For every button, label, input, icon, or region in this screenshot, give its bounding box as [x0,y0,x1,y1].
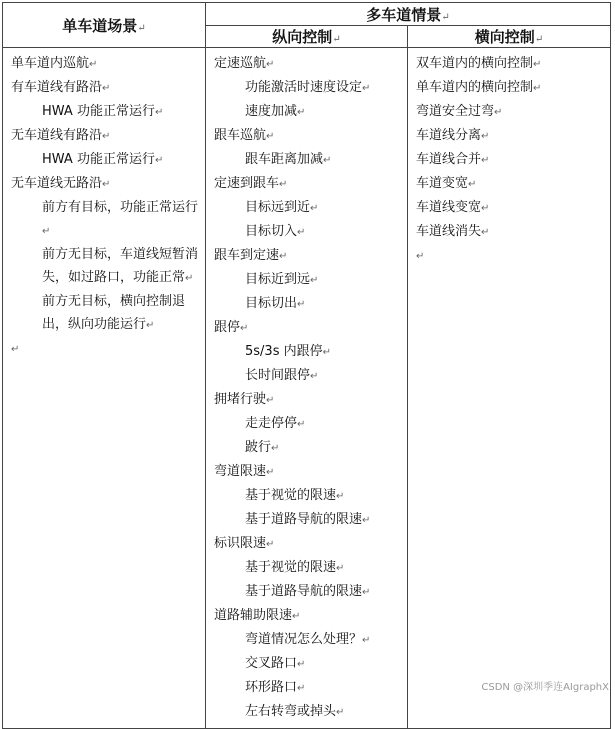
longitudinal-item-text: 拥堵行驶 [214,392,267,407]
longitudinal-item-text: 跟车距离加减 [245,152,324,167]
lateral-item-text: 车道线合并 [416,152,482,167]
single-lane-item [11,243,198,290]
paragraph-mark: ↵ [154,107,164,118]
paragraph-mark: ↵ [292,611,301,622]
header-longitudinal: 纵向控制↵ [206,26,408,48]
lateral-item [416,76,603,100]
lateral-item-text: 车道线消失 [416,224,482,239]
paragraph-mark: ↵ [279,179,288,190]
lateral-cell [408,48,611,729]
longitudinal-item [214,124,400,148]
longitudinal-item [214,244,400,268]
longitudinal-item [214,196,400,220]
header-single-lane-label: 单车道场景 [62,16,138,35]
paragraph-mark: ↵ [310,203,319,214]
longitudinal-item [214,364,400,388]
longitudinal-item [214,220,400,244]
longitudinal-item [214,460,400,484]
single-lane-cell [3,48,206,729]
lateral-item-text: 单车道内的横向控制 [416,80,534,95]
lateral-item [416,220,603,244]
paragraph-mark: ↵ [362,635,371,646]
single-lane-item-text: HWA 功能正常运行 [42,104,155,119]
longitudinal-item-text: 目标近到远 [245,272,311,287]
longitudinal-item [214,652,400,676]
longitudinal-item-text: 基于道路导航的限速 [245,584,363,599]
longitudinal-item-text: 速度加减 [245,104,298,119]
single-lane-item [11,52,198,76]
lateral-item-text: 车道线分离 [416,128,482,143]
longitudinal-item-text: 跟停 [214,320,241,335]
paragraph-mark: ↵ [362,515,371,526]
paragraph-mark: ↵ [42,226,51,237]
single-lane-item-text: HWA 功能正常运行 [42,152,155,167]
longitudinal-item [214,676,400,700]
paragraph-mark: ↵ [266,395,275,406]
paragraph-mark: ↵ [481,203,490,214]
single-lane-item [11,148,198,172]
longitudinal-item-text: 跟车巡航 [214,128,267,143]
lateral-item [416,148,603,172]
paragraph-mark: ↵ [297,659,306,670]
single-lane-item [11,337,198,361]
paragraph-mark: ↵ [336,707,345,718]
header-longitudinal-label: 纵向控制 [272,28,333,46]
paragraph-mark: ↵ [494,107,503,118]
paragraph-mark: ↵ [533,83,542,94]
longitudinal-item [214,76,400,100]
single-lane-item [11,196,198,243]
single-lane-item [11,290,198,337]
longitudinal-item-text: 基于道路导航的限速 [245,512,363,527]
paragraph-mark: ↵ [297,683,306,694]
paragraph-mark: ↵ [279,251,288,262]
paragraph-mark: ↵ [185,273,194,284]
paragraph-mark: ↵ [297,227,306,238]
single-lane-item-text: 前方有目标，功能正常运行 [42,200,199,215]
paragraph-mark: ↵ [146,320,155,331]
paragraph-mark: ↵ [266,131,275,142]
paragraph-mark: ↵ [266,539,275,550]
paragraph-mark: ↵ [310,371,319,382]
longitudinal-item-text: 定速到跟车 [214,176,280,191]
paragraph-mark: ↵ [297,107,306,118]
longitudinal-item-text: 弯道情况怎么处理？ [245,632,363,647]
longitudinal-item [214,532,400,556]
longitudinal-item-text: 走走停停 [245,416,298,431]
longitudinal-item-text: 跛行 [245,440,272,455]
longitudinal-item [214,604,400,628]
paragraph-mark: ↵ [89,59,98,70]
paragraph-mark: ↵ [468,179,477,190]
longitudinal-item-text: 目标远到近 [245,200,311,215]
longitudinal-item-text: 跟车到定速 [214,248,280,263]
longitudinal-item [214,628,400,652]
header-lateral-label: 横向控制 [474,28,535,46]
longitudinal-item-text: 功能激活时速度设定 [245,80,363,95]
lateral-item-text: 车道线变宽 [416,200,482,215]
paragraph-mark: ↵ [266,59,275,70]
paragraph-mark: ↵ [297,299,306,310]
lateral-item [416,244,603,268]
longitudinal-item-text: 环形路口 [245,680,298,695]
longitudinal-item [214,508,400,532]
scenario-table [2,2,611,729]
longitudinal-item [214,340,400,364]
longitudinal-item [214,580,400,604]
paragraph-mark: ↵ [481,227,490,238]
watermark: CSDN @深圳季连AIgraphX [481,682,609,693]
longitudinal-item-text: 基于视觉的限速 [245,488,337,503]
lateral-item [416,52,603,76]
single-lane-item-text: 前方无目标，车道线短暂消失，如过路口，功能正常 [42,247,199,285]
longitudinal-item [214,700,400,724]
header-multi-lane-label: 多车道情景 [366,5,442,24]
single-lane-item-text: 有车道线有路沿 [11,80,103,95]
paragraph-mark: ↵ [322,347,331,358]
paragraph-mark: ↵ [154,155,164,166]
paragraph-mark: ↵ [362,587,371,598]
lateral-item-text: 车道变宽 [416,176,469,191]
single-lane-item-text: 单车道内巡航 [11,56,90,71]
single-lane-item [11,76,198,100]
single-lane-item-text: 无车道线有路沿 [11,128,103,143]
longitudinal-item [214,484,400,508]
single-lane-item [11,172,198,196]
paragraph-mark: ↵ [102,179,111,190]
longitudinal-item-text: 道路辅助限速 [214,608,293,623]
lateral-item [416,100,603,124]
header-multi-lane: 多车道情景↵ [206,3,611,26]
paragraph-mark: ↵ [240,323,249,334]
paragraph-mark: ↵ [266,467,275,478]
lateral-item [416,196,603,220]
paragraph-mark: ↵ [336,491,345,502]
longitudinal-item [214,388,400,412]
lateral-item [416,172,603,196]
longitudinal-item [214,316,400,340]
longitudinal-item [214,268,400,292]
longitudinal-item-text: 左右转弯或掉头 [245,704,337,719]
longitudinal-item [214,436,400,460]
paragraph-mark: ↵ [481,155,490,166]
single-lane-item-text: 前方无目标，横向控制退出，纵向功能运行 [42,294,186,332]
longitudinal-item-text: 目标切出 [245,296,298,311]
single-lane-item-text: 无车道线无路沿 [11,176,103,191]
paragraph-mark: ↵ [481,131,490,142]
header-single-lane: 单车道场景↵ [3,3,206,48]
paragraph-mark: ↵ [416,251,425,262]
longitudinal-item-text: 交叉路口 [245,656,298,671]
paragraph-mark: ↵ [362,83,371,94]
longitudinal-item-text: 长时间跟停 [245,368,311,383]
longitudinal-item [214,148,400,172]
longitudinal-cell [206,48,408,729]
longitudinal-item [214,172,400,196]
paragraph-mark: ↵ [102,131,111,142]
longitudinal-item-text: 目标切入 [245,224,298,239]
longitudinal-item-text: 弯道限速 [214,464,267,479]
paragraph-mark: ↵ [533,59,542,70]
longitudinal-item-text: 基于视觉的限速 [245,560,337,575]
longitudinal-item [214,52,400,76]
longitudinal-item-text: 5s/3s 内跟停 [245,344,323,359]
longitudinal-item [214,100,400,124]
longitudinal-item [214,412,400,436]
single-lane-item [11,124,198,148]
paragraph-mark: ↵ [11,344,20,355]
lateral-item-text: 弯道安全过弯 [416,104,495,119]
longitudinal-item [214,556,400,580]
paragraph-mark: ↵ [271,443,280,454]
longitudinal-item-text: 定速巡航 [214,56,267,71]
paragraph-mark: ↵ [323,155,332,166]
paragraph-mark: ↵ [102,83,111,94]
paragraph-mark: ↵ [297,419,306,430]
paragraph-mark: ↵ [310,275,319,286]
longitudinal-item [214,292,400,316]
paragraph-mark: ↵ [336,563,345,574]
lateral-item-text: 双车道内的横向控制 [416,56,534,71]
header-lateral: 横向控制↵ [408,26,611,48]
lateral-item [416,124,603,148]
single-lane-item [11,100,198,124]
longitudinal-item-text: 标识限速 [214,536,267,551]
